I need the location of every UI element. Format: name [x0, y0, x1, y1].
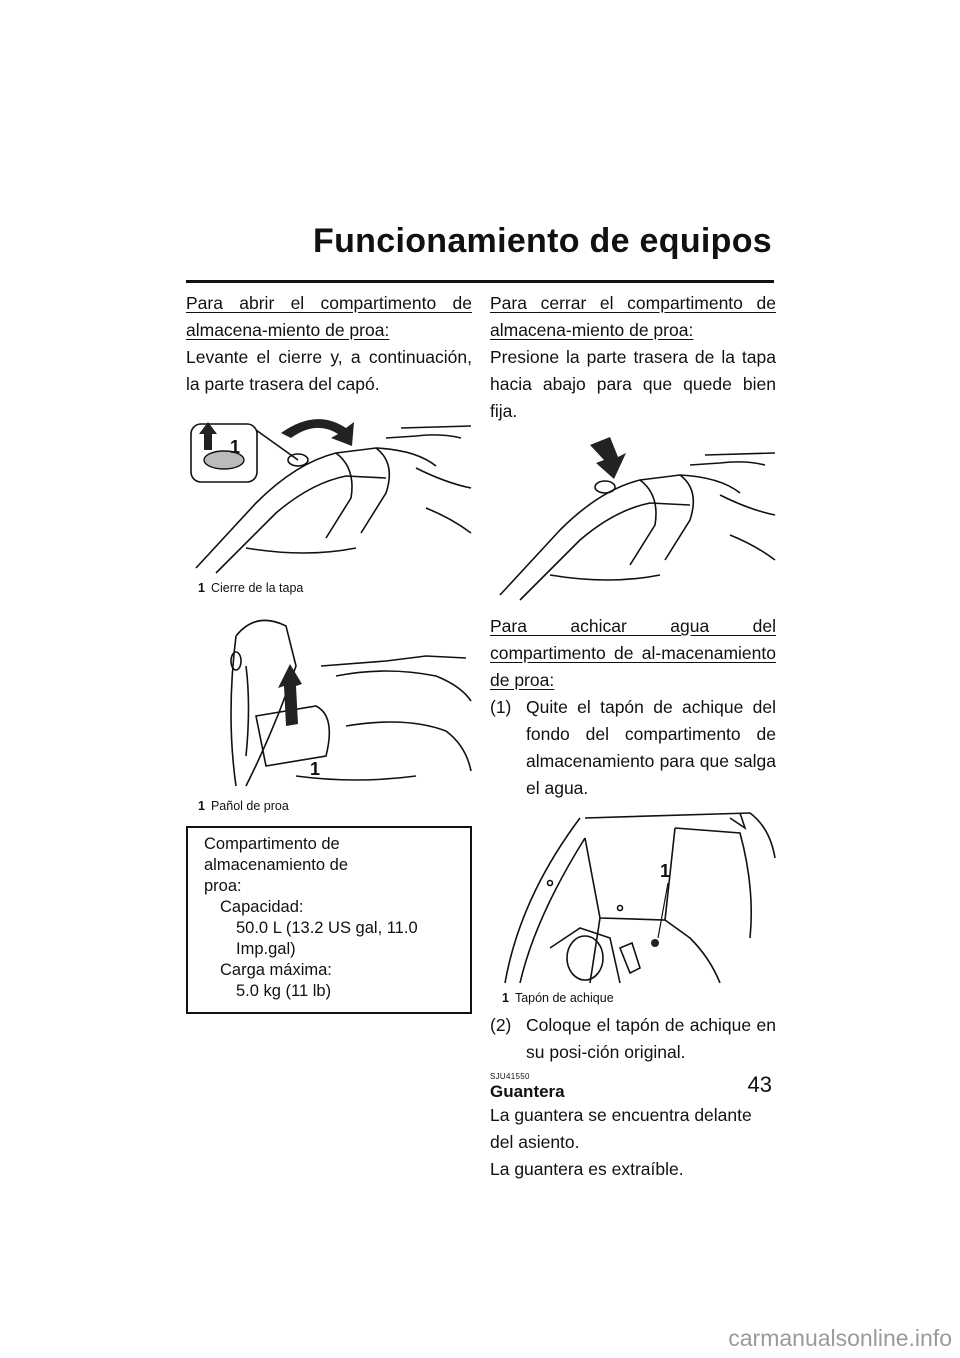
close-heading: Para cerrar el compartimento de almacena-miento de proa:	[490, 293, 776, 340]
page-title: Funcionamiento de equipos	[313, 222, 772, 260]
figure2-caption-num: 1	[198, 799, 205, 813]
spec-capacity-value: 50.0 L (13.2 US gal, 11.0 Imp.gal)	[236, 919, 418, 958]
spec-box	[186, 826, 472, 1014]
step-1-text: Quite el tapón de achique del fondo del compartimento de almacenamiento para que salga el agua.	[526, 697, 776, 798]
step-2-text: Coloque el tapón de achique en su posi-ción original.	[526, 1015, 776, 1062]
figure1-callout: 1	[230, 437, 241, 457]
spec-max-load-value: 5.0 kg (11 lb)	[236, 982, 332, 1000]
left-column	[186, 290, 472, 1014]
section-text-1: La guantera se encuentra delante del asiento.	[490, 1105, 752, 1152]
header-rule	[186, 280, 774, 283]
watermark: carmanualsonline.info	[728, 1325, 952, 1351]
spec-line2: proa:	[204, 877, 242, 895]
figure1-caption-text: Cierre de la tapa	[210, 581, 304, 595]
open-heading: Para abrir el compartimento de almacena-miento de proa:	[186, 293, 472, 340]
figure3-caption-text: Tapón de achique	[514, 991, 614, 1005]
spec-max-load-label: Carga máxima:	[220, 961, 332, 979]
page-number: 43	[747, 1072, 772, 1097]
watercraft-bow-storage-illustration	[186, 606, 472, 796]
figure-bow-storage	[186, 606, 472, 796]
open-text: Levante el cierre y, a continuación, la parte trasera del capó.	[186, 347, 472, 394]
figure-drain-plug	[490, 808, 776, 988]
section-title: Guantera	[490, 1082, 565, 1101]
right-column	[490, 290, 776, 1183]
figure-close-lid	[490, 435, 776, 605]
step-1	[490, 694, 776, 802]
section-code: SJU41550	[490, 1072, 530, 1081]
figure2-callout: 1	[310, 759, 321, 779]
step-1-number: (1)	[490, 697, 512, 717]
watercraft-close-illustration	[490, 435, 776, 605]
spec-line1: Compartimento de almacenamiento de	[204, 835, 349, 874]
figure2-caption	[186, 798, 472, 814]
step-2	[490, 1012, 776, 1066]
figure3-callout: 1	[660, 861, 671, 881]
figure2-caption-text: Pañol de proa	[210, 799, 289, 813]
watercraft-latch-illustration	[186, 408, 472, 578]
storage-compartment-illustration	[490, 808, 776, 988]
step-2-number: (2)	[490, 1015, 512, 1035]
close-text: Presione la parte trasera de la tapa hacia abajo para que quede bien fija.	[490, 347, 776, 421]
figure-open-latch	[186, 408, 472, 578]
drain-heading: Para achicar agua del compartimento de al-macenamiento de proa:	[490, 616, 776, 690]
section-text-2: La guantera es extraíble.	[490, 1159, 684, 1179]
figure3-caption-num: 1	[502, 991, 509, 1005]
spec-capacity-label: Capacidad:	[220, 898, 304, 916]
figure1-caption-num: 1	[198, 581, 205, 595]
figure3-caption	[490, 990, 776, 1006]
figure1-caption	[186, 580, 472, 596]
